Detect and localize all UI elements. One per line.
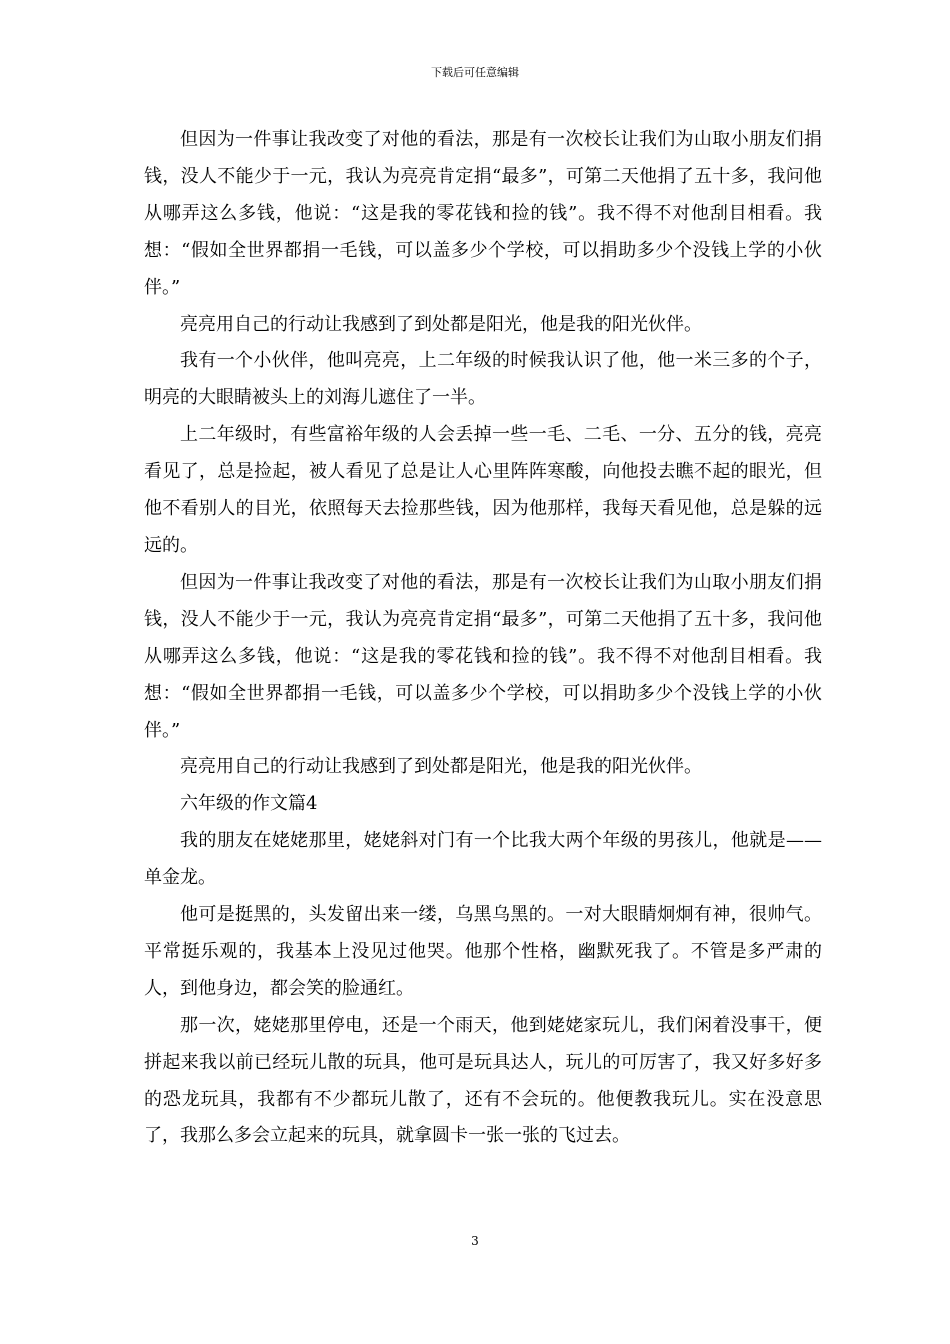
page-header: 下载后可任意编辑 (431, 66, 519, 79)
paragraph: 那一次，姥姥那里停电，还是一个雨天，他到姥姥家玩儿，我们闲着没事干，便拼起来我以前已经玩儿散的玩具，他可是玩具达人，玩儿的可厉害了，我又好多好多的恐龙玩具，我都有不少都玩儿散了，还有不会玩的。他便教我玩儿。实在没意思了，我那么多会立起来的玩具，就拿圆卡一张一张的飞过去。 (144, 1014, 822, 1147)
paragraph: 但因为一件事让我改变了对他的看法，那是有一次校长让我们为山取小朋友们捐钱，没人不能少于一元，我认为亮亮肯定捐“最多”，可第二天他捐了五十多，我问他从哪弄这么多钱，他说：“这是我的零花钱和捡的钱”。我不得不对他刮目相看。我想：“假如全世界都捐一毛钱，可以盖多少个学校，可以捐助多少个没钱上学的小伙伴。” (144, 129, 822, 298)
paragraph: 亮亮用自己的行动让我感到了到处都是阳光，他是我的阳光伙伴。 (180, 313, 702, 335)
paragraph: 亮亮用自己的行动让我感到了到处都是阳光，他是我的阳光伙伴。 (180, 756, 702, 778)
paragraph: 我的朋友在姥姥那里，姥姥斜对门有一个比我大两个年级的男孩儿，他就是——单金龙。 (144, 830, 822, 889)
paragraph: 上二年级时，有些富裕年级的人会丢掉一些一毛、二毛、一分、五分的钱，亮亮看见了，总是捡起，被人看见了总是让人心里阵阵寒酸，向他投去瞧不起的眼光，但他不看别人的目光，依照每天去捡那些钱，因为他那样，我每天看见他，总是躲的远远的。 (144, 424, 822, 556)
paragraph: 我有一个小伙伴，他叫亮亮，上二年级的时候我认识了他，他一米三多的个子，明亮的大眼睛被头上的刘海儿遮住了一半。 (144, 350, 822, 409)
paragraph: 但因为一件事让我改变了对他的看法，那是有一次校长让我们为山取小朋友们捐钱，没人不能少于一元，我认为亮亮肯定捐“最多”，可第二天他捐了五十多，我问他从哪弄这么多钱，他说：“这是我的零花钱和捡的钱”。我不得不对他刮目相看。我想：“假如全世界都捐一毛钱，可以盖多少个学校，可以捐助多少个没钱上学的小伙伴。” (144, 571, 822, 741)
document-body (144, 122, 822, 1155)
section-heading: 六年级的作文篇4 (180, 793, 318, 815)
paragraph: 他可是挺黑的，头发留出来一缕，乌黑乌黑的。一对大眼睛炯炯有神，很帅气。平常挺乐观的，我基本上没见过他哭。他那个性格，幽默死我了。不管是多严肃的人，到他身边，都会笑的脸通红。 (144, 904, 822, 999)
page-number: 3 (471, 1234, 479, 1248)
